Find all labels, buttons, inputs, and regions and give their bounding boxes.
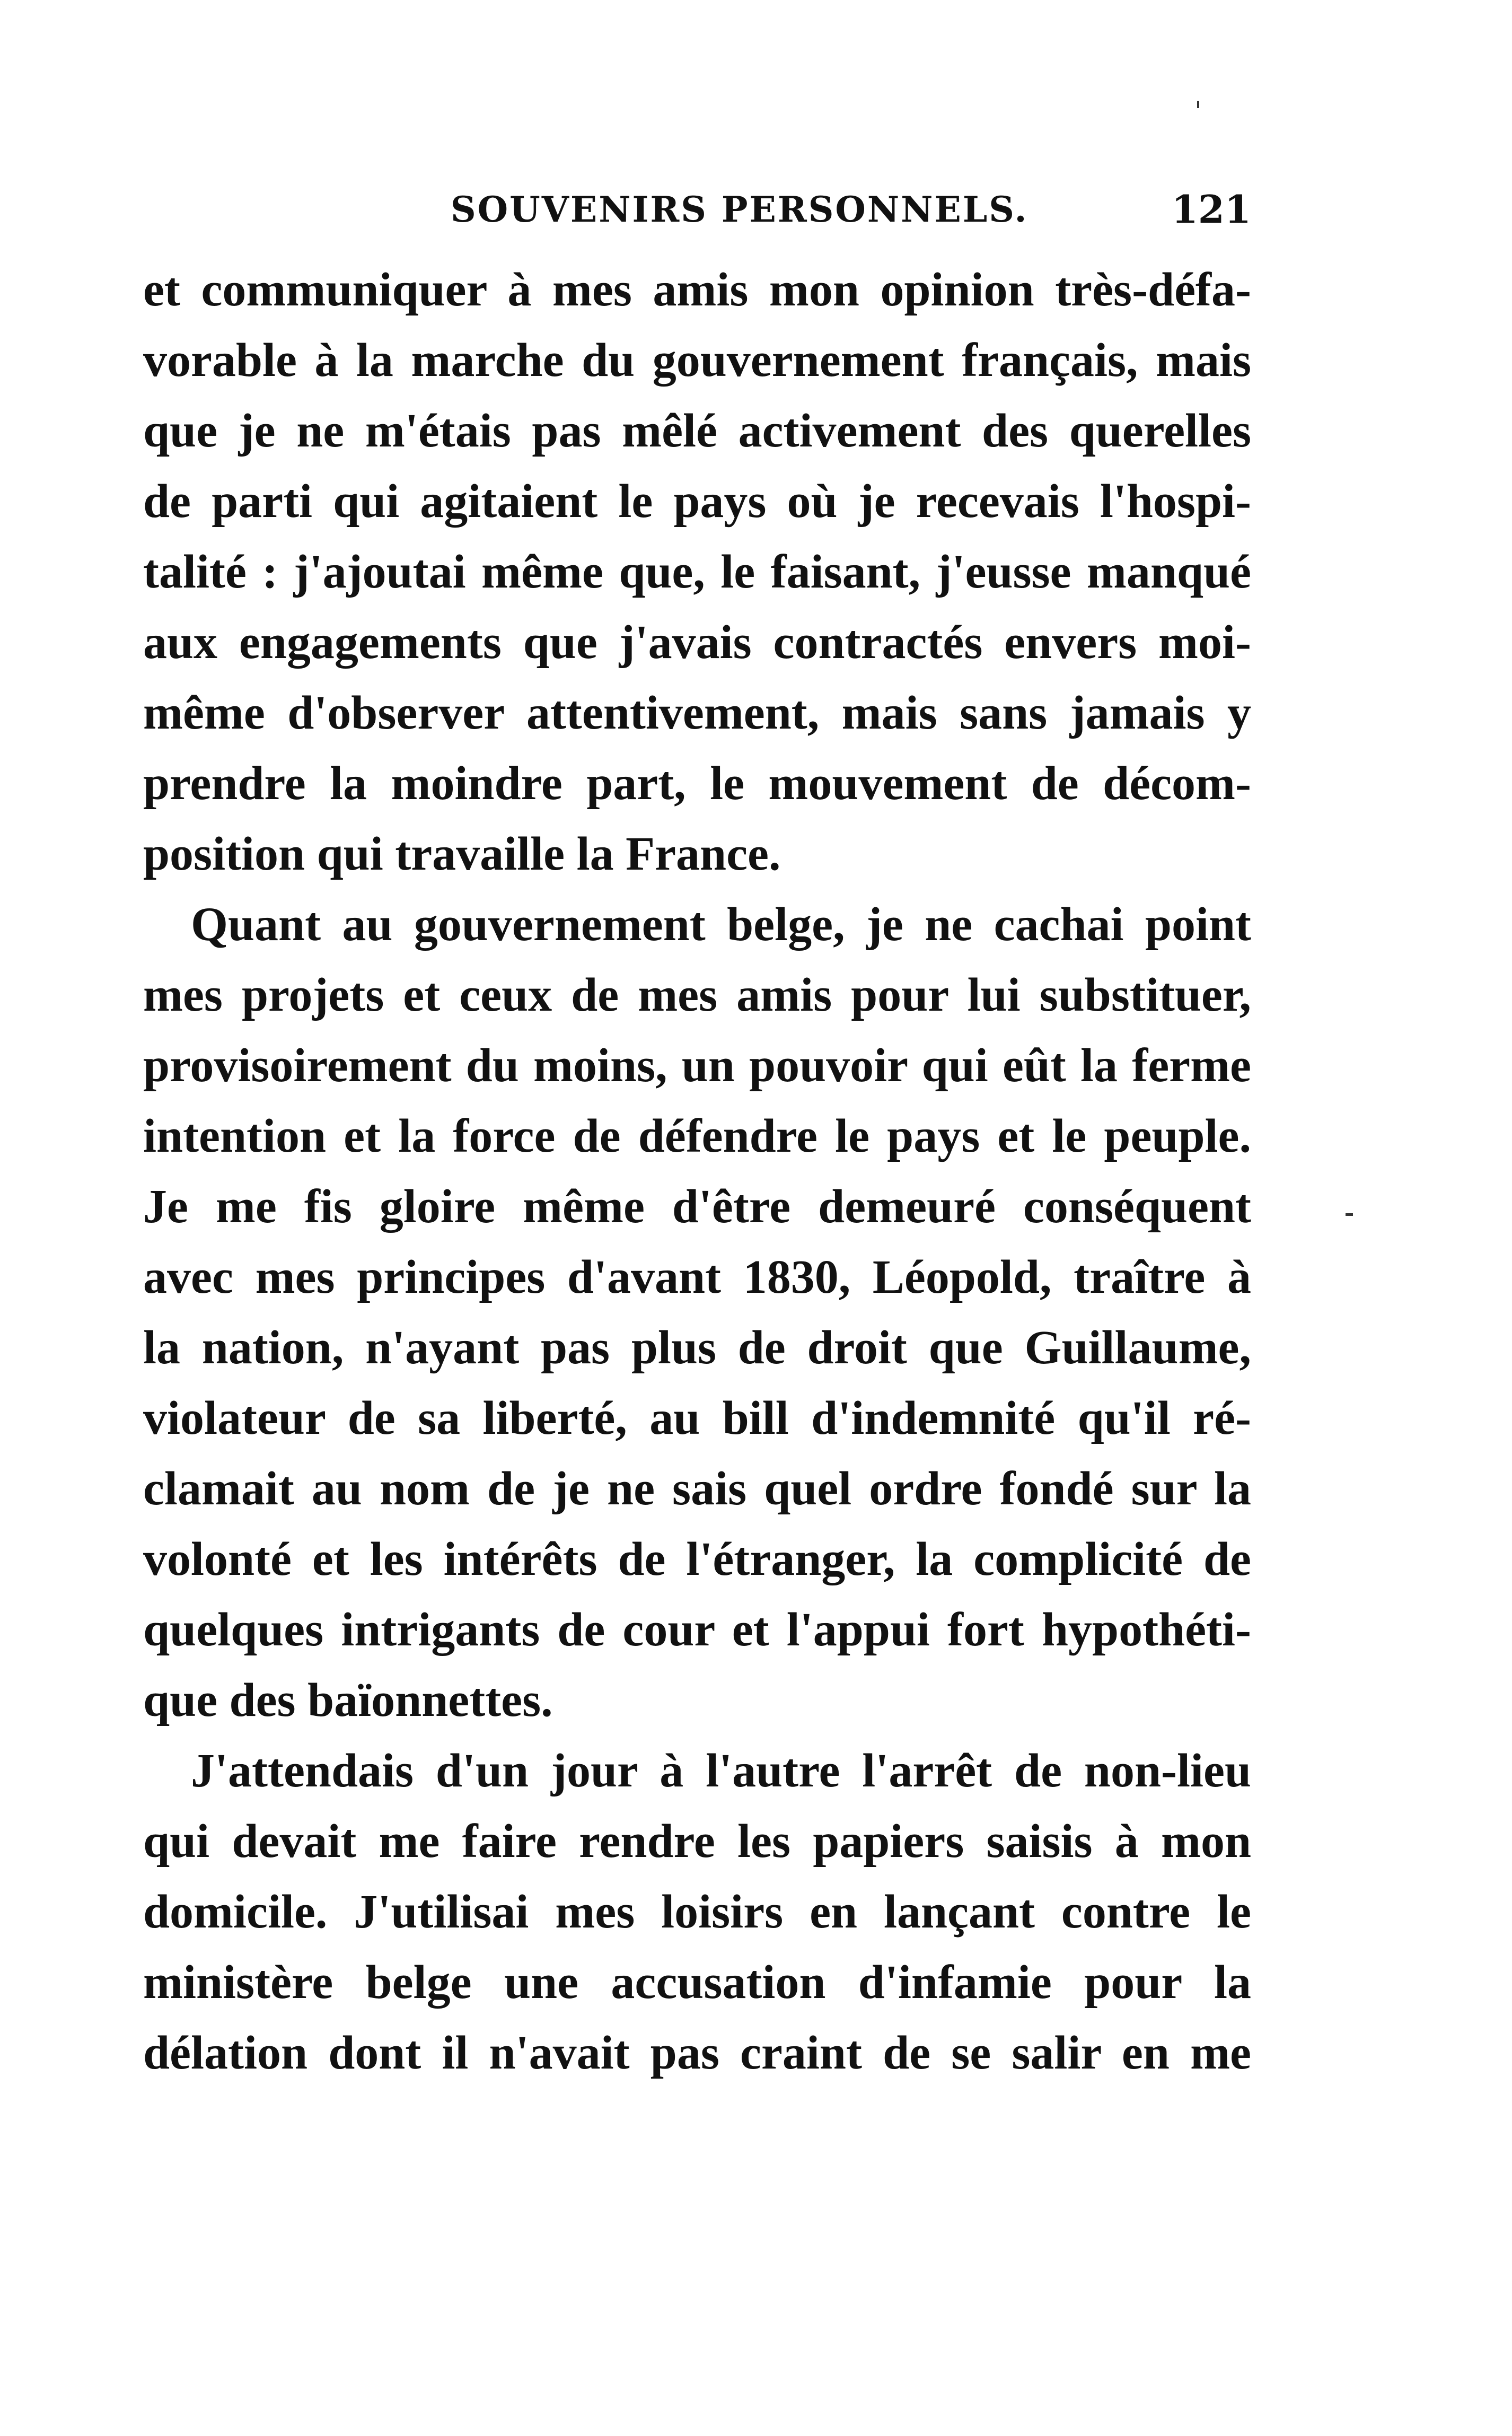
text-line: même d'observer attentivement, mais sans jamais y (143, 687, 1251, 739)
text-line: de parti qui agitaient le pays où je recevais l'hospi- (143, 475, 1251, 528)
text-line: violateur de sa liberté, au bill d'indemnité qu'il ré- (143, 1392, 1251, 1444)
text-line: la nation, n'ayant pas plus de droit que Guillaume, (143, 1321, 1251, 1374)
text-line: clamait au nom de je ne sais quel ordre fondé sur la (143, 1462, 1251, 1515)
text-line: domicile. J'utilisai mes loisirs en lançant contre le (143, 1886, 1251, 1938)
paragraph-3 (143, 1736, 1251, 2088)
text-line: quelques intrigants de cour et l'appui fort hypothéti- (143, 1603, 1251, 1656)
page-number: 121 (1171, 187, 1251, 232)
body-text (143, 255, 1251, 2088)
text-line: prendre la moindre part, le mouvement de décom- (143, 757, 1251, 810)
text-line: qui devait me faire rendre les papiers saisis à mon (143, 1815, 1251, 1868)
text-line: que des baïonnettes. (143, 1674, 553, 1727)
text-line: vorable à la marche du gouvernement français, mais (143, 334, 1251, 387)
paragraph-2 (143, 889, 1251, 1736)
text-line: provisoirement du moins, un pouvoir qui eût la ferme (143, 1039, 1251, 1092)
text-line: Je me fis gloire même d'être demeuré conséquent (143, 1180, 1251, 1233)
text-line: talité : j'ajoutai même que, le faisant, j'eusse manqué (143, 546, 1251, 598)
text-line: J'attendais d'un jour à l'autre l'arrêt de non-lieu (191, 1745, 1251, 1797)
print-speck (1346, 1213, 1353, 1216)
text-line: mes projets et ceux de mes amis pour lui substituer, (143, 969, 1251, 1021)
print-speck (1197, 101, 1199, 108)
text-line: délation dont il n'avait pas craint de se salir en me (143, 2027, 1251, 2079)
running-title: SOUVENIRS PERSONNELS. (451, 189, 1028, 230)
text-line: ministère belge une accusation d'infamie pour la (143, 1956, 1251, 2009)
text-line: Quant au gouvernement belge, je ne cachai point (191, 898, 1251, 951)
paragraph-1 (143, 255, 1251, 889)
text-line: volonté et les intérêts de l'étranger, la complicité de (143, 1533, 1251, 1585)
running-head (143, 183, 1251, 241)
text-line: que je ne m'étais pas mêlé activement des querelles (143, 405, 1251, 457)
text-line: position qui travaille la France. (143, 828, 781, 880)
text-line: et communiquer à mes amis mon opinion très-défa- (143, 264, 1251, 316)
text-line: intention et la force de défendre le pays et le peuple. (143, 1110, 1251, 1162)
text-line: avec mes principes d'avant 1830, Léopold, traître à (143, 1251, 1251, 1303)
text-line: aux engagements que j'avais contractés envers moi- (143, 616, 1251, 669)
